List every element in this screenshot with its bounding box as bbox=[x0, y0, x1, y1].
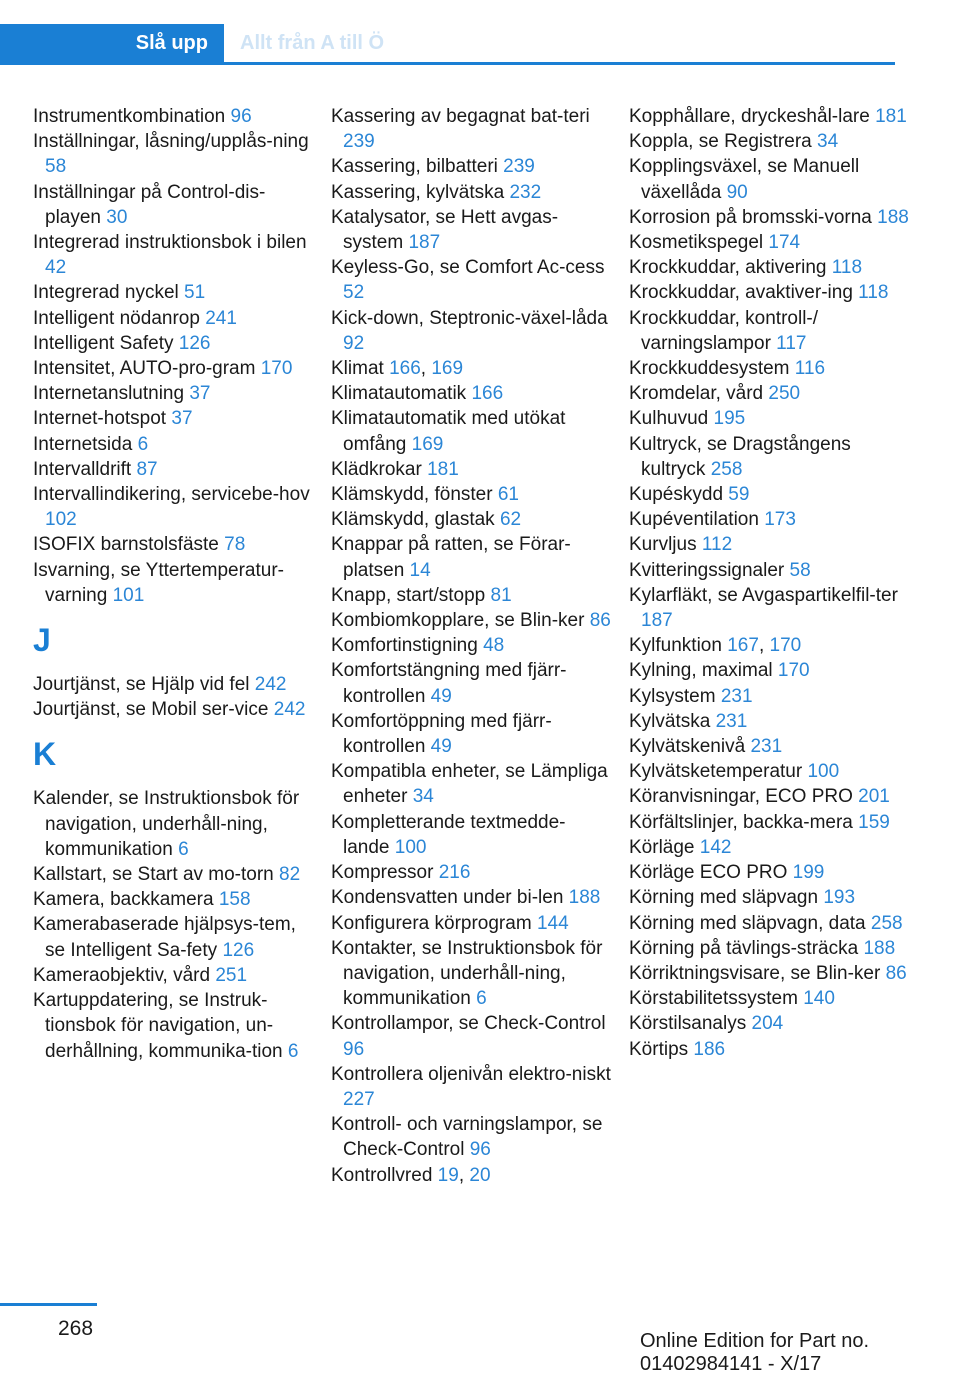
page-link[interactable]: 201 bbox=[858, 786, 890, 808]
index-entry bbox=[331, 482, 611, 507]
index-entry-text: Kromdelar, vård bbox=[629, 383, 769, 405]
index-entry-text: Kompletterande textmedde-lande bbox=[331, 811, 566, 858]
page-link[interactable]: 118 bbox=[858, 282, 889, 304]
index-entry-text: Korrosion på bromsski-vorna bbox=[629, 206, 878, 228]
page-link[interactable]: 181 bbox=[427, 458, 459, 480]
index-entry-text: Kvitteringssignaler bbox=[629, 559, 790, 581]
index-entry bbox=[33, 180, 313, 230]
page-link[interactable]: 6 bbox=[137, 433, 149, 455]
index-entry bbox=[331, 583, 611, 608]
index-entry-text: Kopphållare, dryckeshål-lare bbox=[629, 106, 876, 127]
page-link[interactable]: 242 bbox=[254, 674, 287, 696]
index-entry-text: Knapp, start/stopp bbox=[331, 584, 491, 606]
page-link[interactable]: 112 bbox=[701, 534, 733, 556]
page-link[interactable]: 92 bbox=[343, 332, 365, 354]
page-link[interactable]: 90 bbox=[726, 181, 748, 203]
page-link[interactable]: 193 bbox=[823, 887, 856, 909]
page-link[interactable]: 20 bbox=[469, 1164, 491, 1186]
index-entry bbox=[629, 911, 909, 936]
page-link[interactable]: 170 bbox=[777, 660, 810, 682]
page-separator: , bbox=[458, 1164, 470, 1186]
index-entry-text: Kalender, se Instruktionsbok för navigation, underhåll-ning, kommunikation bbox=[33, 788, 300, 860]
index-entry bbox=[331, 608, 611, 633]
index-entry bbox=[629, 154, 909, 204]
page-link[interactable]: 42 bbox=[45, 257, 67, 279]
page-link[interactable]: 199 bbox=[792, 862, 825, 884]
page-link[interactable]: 100 bbox=[394, 836, 427, 858]
page-link[interactable]: 169 bbox=[411, 433, 444, 455]
index-entry-text: Knappar på ratten, se Förar-platsen bbox=[331, 534, 571, 581]
page-link[interactable]: 169 bbox=[431, 358, 464, 380]
index-entry bbox=[331, 709, 611, 759]
index-entry-text: Kassering av begagnat bat-teri bbox=[331, 106, 590, 127]
index-entry bbox=[629, 1011, 909, 1036]
page-link[interactable]: 188 bbox=[877, 206, 909, 228]
index-entry-text: Kamera, backkamera bbox=[33, 889, 219, 911]
page-link[interactable]: 158 bbox=[218, 889, 251, 911]
page-link[interactable]: 62 bbox=[499, 509, 522, 531]
index-entry-text: Inställningar, låsning/upplås-ning bbox=[33, 131, 309, 153]
page-link[interactable]: 118 bbox=[831, 257, 863, 279]
index-entry-text: Katalysator, se Hett avgas-system bbox=[331, 206, 559, 254]
edition-text: Online Edition for Part no. 01402984141 - X/17 bbox=[640, 1330, 870, 1375]
page-link[interactable]: 87 bbox=[136, 458, 158, 480]
page-link[interactable]: 140 bbox=[803, 988, 835, 1010]
index-entry-text: Körstilsanalys bbox=[629, 1013, 752, 1035]
index-entry-text: Körning med släpvagn bbox=[629, 887, 824, 909]
index-entry-text: Körning på tävlings-sträcka bbox=[629, 937, 864, 959]
index-entry-text: Kamerabaserade hjälpsys-tem, se Intelligent Sa-fety bbox=[33, 914, 296, 961]
index-entry-text: Komfortöppning med fjärr-kontrollen bbox=[331, 710, 552, 758]
page-link[interactable]: 241 bbox=[205, 307, 237, 329]
index-entry-text: Jourtjänst, se Hjälp vid fel bbox=[33, 674, 255, 696]
index-entry bbox=[33, 104, 313, 129]
page-link[interactable]: 126 bbox=[178, 332, 211, 354]
page-link[interactable]: 78 bbox=[224, 534, 246, 556]
page-link[interactable]: 86 bbox=[885, 962, 907, 984]
index-entry bbox=[331, 810, 611, 860]
index-entry bbox=[629, 255, 909, 280]
index-entry-text: Kick-down, Steptronic-växel-låda bbox=[331, 307, 608, 329]
index-entry-text: Kylvätskenivå bbox=[629, 736, 751, 758]
index-entry-text: Kontakter, se Instruktionsbok för navigation, underhåll-ning, kommunikation bbox=[331, 937, 603, 1010]
index-entry bbox=[629, 230, 909, 255]
page-link[interactable]: 258 bbox=[870, 912, 903, 934]
index-entry bbox=[331, 911, 611, 936]
index-entry-text: Intelligent Safety bbox=[33, 332, 179, 354]
index-entry bbox=[331, 406, 611, 456]
page-link[interactable]: 61 bbox=[497, 484, 519, 506]
index-entry-text: Intervalldrift bbox=[33, 458, 137, 480]
index-entry bbox=[331, 1163, 611, 1188]
index-entry-text: Kylfunktion bbox=[629, 635, 728, 657]
index-entry-text: Kupéventilation bbox=[629, 509, 765, 531]
page-link[interactable]: 232 bbox=[509, 181, 542, 203]
index-entry-text: Integrerad instruktionsbok i bilen bbox=[33, 232, 307, 254]
index-entry-text: Klädkrokar bbox=[331, 458, 428, 480]
page-link[interactable]: 6 bbox=[476, 988, 487, 1010]
index-entry bbox=[33, 331, 313, 356]
page-link[interactable]: 102 bbox=[45, 509, 77, 531]
index-entry bbox=[629, 835, 909, 860]
index-entry-text: Intelligent nödanrop bbox=[33, 307, 206, 329]
page-link[interactable]: 195 bbox=[713, 408, 746, 430]
index-entry bbox=[629, 709, 909, 734]
index-entry-text: Kultryck, se Dragstångens kultryck bbox=[629, 433, 851, 480]
index-entry bbox=[331, 1112, 611, 1162]
index-column-2 bbox=[331, 104, 611, 1188]
index-entry bbox=[629, 532, 909, 557]
index-entry-text: Kondensvatten under bi-len bbox=[331, 887, 569, 909]
page-link[interactable]: 204 bbox=[751, 1013, 784, 1035]
index-entry-text: Kosmetikspegel bbox=[629, 232, 769, 254]
index-entry-text: Kurvljus bbox=[629, 534, 702, 556]
page-link[interactable]: 58 bbox=[789, 559, 811, 581]
index-column-1 bbox=[33, 104, 313, 1064]
index-entry bbox=[629, 684, 909, 709]
page-link[interactable]: 81 bbox=[490, 584, 512, 606]
index-entry-text: Kompressor bbox=[331, 862, 439, 884]
index-entry bbox=[629, 507, 909, 532]
index-entry bbox=[629, 784, 909, 809]
page-link[interactable]: 19 bbox=[437, 1164, 459, 1186]
page-link[interactable]: 231 bbox=[715, 710, 748, 732]
page-link[interactable]: 37 bbox=[171, 408, 193, 430]
index-entry-text: Klimatautomatik med utökat omfång bbox=[331, 408, 566, 455]
page-link[interactable]: 58 bbox=[45, 156, 67, 178]
index-entry-text: Kylsystem bbox=[629, 685, 721, 707]
page-link[interactable]: 116 bbox=[794, 358, 826, 380]
index-entry bbox=[33, 963, 313, 988]
index-entry-text: Kassering, bilbatteri bbox=[331, 156, 504, 178]
index-entry-text: Körfältslinjer, backka-mera bbox=[629, 811, 859, 833]
page-link[interactable]: 231 bbox=[750, 736, 783, 758]
page-link[interactable]: 117 bbox=[776, 332, 807, 354]
index-entry bbox=[629, 961, 909, 986]
index-entry-text: Kylvätska bbox=[629, 710, 716, 732]
page-link[interactable]: 173 bbox=[764, 509, 796, 531]
index-entry bbox=[629, 381, 909, 406]
page-link[interactable]: 181 bbox=[875, 106, 907, 127]
index-entry bbox=[33, 381, 313, 406]
index-entry-text: Kylarfläkt, se Avgaspartikelfil-ter bbox=[629, 584, 898, 606]
page-link[interactable]: 34 bbox=[817, 131, 839, 153]
index-entry bbox=[629, 658, 909, 683]
index-entry bbox=[629, 432, 909, 482]
page-link[interactable]: 37 bbox=[189, 383, 211, 405]
tab-slå-upp[interactable]: Slå upp bbox=[0, 24, 224, 62]
index-entry bbox=[33, 280, 313, 305]
index-entry bbox=[629, 104, 909, 129]
index-entry bbox=[33, 406, 313, 431]
index-entry bbox=[33, 558, 313, 608]
index-entry bbox=[331, 885, 611, 910]
page-link[interactable]: 227 bbox=[343, 1088, 375, 1110]
index-entry-text: Integrerad nyckel bbox=[33, 282, 185, 304]
index-entry-text: Klämskydd, glastak bbox=[331, 509, 500, 531]
page-link[interactable]: 187 bbox=[641, 610, 673, 632]
page-link[interactable]: 188 bbox=[863, 937, 896, 959]
page-link[interactable]: 48 bbox=[483, 635, 505, 657]
index-entry bbox=[331, 154, 611, 179]
page-link[interactable]: 250 bbox=[768, 383, 801, 405]
index-entry-text: Intensitet, AUTO-pro-gram bbox=[33, 358, 261, 380]
index-entry bbox=[629, 356, 909, 381]
index-entry-text: Körning med släpvagn, data bbox=[629, 912, 871, 934]
page-link[interactable]: 142 bbox=[699, 836, 732, 858]
index-entry bbox=[33, 306, 313, 331]
index-entry-text: Kylvätsketemperatur bbox=[629, 761, 808, 783]
index-entry bbox=[33, 129, 313, 179]
index-entry bbox=[331, 633, 611, 658]
header-tabbar bbox=[0, 24, 895, 65]
index-entry-text: Kameraobjektiv, vård bbox=[33, 964, 216, 986]
index-entry-text: Krockkuddar, aktivering bbox=[629, 257, 832, 279]
index-entry bbox=[331, 532, 611, 582]
page-link[interactable]: 51 bbox=[184, 282, 206, 304]
index-entry-text: Körstabilitetssystem bbox=[629, 988, 804, 1010]
index-entry-text: Internet-hotspot bbox=[33, 408, 172, 430]
index-entry bbox=[33, 432, 313, 457]
page-link[interactable]: 186 bbox=[693, 1038, 726, 1060]
page-link[interactable]: 170 bbox=[769, 635, 802, 657]
footer-rule bbox=[0, 1303, 97, 1306]
index-entry bbox=[33, 862, 313, 887]
index-entry bbox=[33, 457, 313, 482]
page-link[interactable]: 216 bbox=[438, 862, 471, 884]
index-entry bbox=[331, 255, 611, 305]
index-entry bbox=[629, 860, 909, 885]
index-entry bbox=[33, 697, 313, 722]
index-entry-text: ISOFIX barnstolsfäste bbox=[33, 534, 225, 556]
index-entry-text: Körläge ECO PRO bbox=[629, 862, 793, 884]
index-entry-text: Instrumentkombination bbox=[33, 106, 231, 127]
page-link[interactable]: 30 bbox=[106, 206, 128, 228]
index-entry bbox=[629, 986, 909, 1011]
page-link[interactable]: 170 bbox=[260, 358, 293, 380]
index-entry bbox=[33, 786, 313, 862]
index-entry bbox=[331, 457, 611, 482]
page-link[interactable]: 231 bbox=[720, 685, 753, 707]
index-entry-text: Kassering, kylvätska bbox=[331, 181, 510, 203]
index-entry-text: Keyless-Go, se Comfort Ac-cess bbox=[331, 257, 605, 279]
index-entry bbox=[629, 633, 909, 658]
index-entry-text: Köranvisningar, ECO PRO bbox=[629, 786, 859, 808]
page-link[interactable]: 159 bbox=[858, 811, 890, 833]
page-link[interactable]: 166 bbox=[471, 383, 504, 405]
index-entry bbox=[331, 860, 611, 885]
index-entry-text: Kylning, maximal bbox=[629, 660, 778, 682]
index-entry bbox=[331, 1062, 611, 1112]
index-entry-text: Kompatibla enheter, se Lämpliga enheter bbox=[331, 761, 608, 808]
page-separator: , bbox=[758, 635, 770, 657]
index-entry-text: Isvarning, se Yttertemperatur-varning bbox=[33, 559, 284, 606]
index-entry-text: Komfortinstigning bbox=[331, 635, 484, 657]
page-link[interactable]: 239 bbox=[343, 131, 375, 153]
index-entry-text: Körriktningsvisare, se Blin-ker bbox=[629, 962, 886, 984]
index-entry bbox=[33, 230, 313, 280]
index-entry-text: Krockkuddar, avaktiver-ing bbox=[629, 282, 859, 304]
index-entry bbox=[331, 936, 611, 1012]
index-entry bbox=[629, 205, 909, 230]
index-entry bbox=[629, 482, 909, 507]
index-entry-text: Körläge bbox=[629, 836, 700, 858]
index-entry-text: Intervallindikering, servicebe-hov bbox=[33, 484, 310, 506]
index-entry-text: Kulhuvud bbox=[629, 408, 714, 430]
index-entry bbox=[33, 887, 313, 912]
index-entry bbox=[33, 672, 313, 697]
page-link[interactable]: 34 bbox=[412, 786, 434, 808]
index-column-3 bbox=[629, 104, 909, 1062]
page-link[interactable]: 188 bbox=[568, 887, 601, 909]
page-link[interactable]: 14 bbox=[409, 559, 431, 581]
index-entry bbox=[331, 507, 611, 532]
section-letter: J bbox=[33, 622, 51, 659]
index-entry bbox=[629, 406, 909, 431]
page-link[interactable]: 258 bbox=[710, 458, 743, 480]
page-link[interactable]: 166 bbox=[389, 358, 421, 380]
index-entry bbox=[33, 482, 313, 532]
page-link[interactable]: 6 bbox=[178, 838, 189, 860]
page-link[interactable]: 96 bbox=[469, 1139, 491, 1161]
index-entry bbox=[629, 1037, 909, 1062]
index-entry bbox=[629, 936, 909, 961]
index-entry bbox=[629, 558, 909, 583]
page-separator: , bbox=[420, 358, 432, 380]
section-letter: K bbox=[33, 736, 57, 773]
index-entry-text: Kallstart, se Start av mo-torn bbox=[33, 864, 280, 886]
index-entry-text: Kontroll- och varningslampor, se Check-Control bbox=[331, 1114, 603, 1161]
page-link[interactable]: 96 bbox=[230, 106, 252, 127]
index-entry-text: Kontrollampor, se Check-Control bbox=[331, 1013, 606, 1035]
index-entry-text: Inställningar på Control-dis-playen bbox=[33, 181, 266, 228]
index-entry bbox=[629, 759, 909, 784]
page-link[interactable]: 239 bbox=[503, 156, 535, 178]
index-entry bbox=[629, 129, 909, 154]
index-entry bbox=[331, 1011, 611, 1061]
page-link[interactable]: 251 bbox=[215, 964, 248, 986]
index-entry bbox=[331, 759, 611, 809]
index-entry bbox=[331, 381, 611, 406]
index-entry-text: Koppla, se Registrera bbox=[629, 131, 817, 153]
index-entry-text: Krockkuddar, kontroll-/ varningslampor bbox=[629, 307, 819, 354]
page-link[interactable]: 187 bbox=[408, 232, 441, 254]
page-link[interactable]: 174 bbox=[768, 232, 801, 254]
index-entry-text: Internetanslutning bbox=[33, 383, 190, 405]
index-entry bbox=[629, 810, 909, 835]
index-entry bbox=[629, 583, 909, 633]
index-entry bbox=[33, 356, 313, 381]
index-entry-text: Kupéskydd bbox=[629, 484, 729, 506]
index-entry bbox=[33, 532, 313, 557]
index-entry-text: Internetsida bbox=[33, 433, 138, 455]
page-link[interactable]: 59 bbox=[728, 484, 750, 506]
page-link[interactable]: 82 bbox=[279, 864, 301, 886]
index-entry bbox=[33, 912, 313, 962]
index-entry bbox=[331, 104, 611, 154]
index-entry bbox=[331, 306, 611, 356]
index-entry-text: Jourtjänst, se Mobil ser-vice bbox=[33, 699, 274, 721]
index-entry-text: Konfigurera körprogram bbox=[331, 912, 537, 934]
index-entry-text: Kopplingsväxel, se Manuell växellåda bbox=[629, 156, 860, 203]
index-entry bbox=[629, 734, 909, 759]
index-entry-text: Komfortstängning med fjärr-kontrollen bbox=[331, 660, 567, 707]
index-entry bbox=[629, 885, 909, 910]
index-entry bbox=[331, 180, 611, 205]
page-link[interactable]: 86 bbox=[589, 610, 611, 632]
index-entry-text: Kombiomkopplare, se Blin-ker bbox=[331, 610, 590, 632]
page-link[interactable]: 126 bbox=[222, 939, 255, 961]
page-link[interactable]: 101 bbox=[112, 584, 145, 606]
index-entry-text: Körtips bbox=[629, 1038, 694, 1060]
index-entry-text: Kontrollera oljenivån elektro-niskt bbox=[331, 1063, 611, 1085]
index-entry bbox=[331, 356, 611, 381]
page-link[interactable]: 144 bbox=[536, 912, 569, 934]
index-entry-text: Klämskydd, fönster bbox=[331, 484, 498, 506]
index-entry-text: Krockkuddesystem bbox=[629, 358, 795, 380]
index-entry bbox=[629, 280, 909, 305]
page-link[interactable]: 6 bbox=[287, 1040, 299, 1062]
tab-allt-från-a-till-ö[interactable]: Allt från A till Ö bbox=[240, 32, 385, 54]
page-link[interactable]: 242 bbox=[273, 699, 306, 721]
page-link[interactable]: 52 bbox=[343, 282, 365, 304]
index-entry-text: Kartuppdatering, se Instruk-tionsbok för navigation, un-derhållning, kommunika-tion bbox=[33, 990, 288, 1062]
index-entry-text: Klimat bbox=[331, 358, 390, 380]
index-entry bbox=[331, 205, 611, 255]
page-link[interactable]: 100 bbox=[807, 761, 840, 783]
index-entry bbox=[331, 658, 611, 708]
page-link[interactable]: 49 bbox=[430, 736, 452, 758]
page-link[interactable]: 167 bbox=[727, 635, 759, 657]
index-entry-text: Kontrollvred bbox=[331, 1164, 438, 1186]
index-entry-text: Klimatautomatik bbox=[331, 383, 472, 405]
page-link[interactable]: 96 bbox=[343, 1038, 365, 1060]
index-entry bbox=[629, 306, 909, 356]
page-link[interactable]: 49 bbox=[430, 685, 452, 707]
index-entry bbox=[33, 988, 313, 1064]
page-number: 268 bbox=[58, 1317, 94, 1340]
